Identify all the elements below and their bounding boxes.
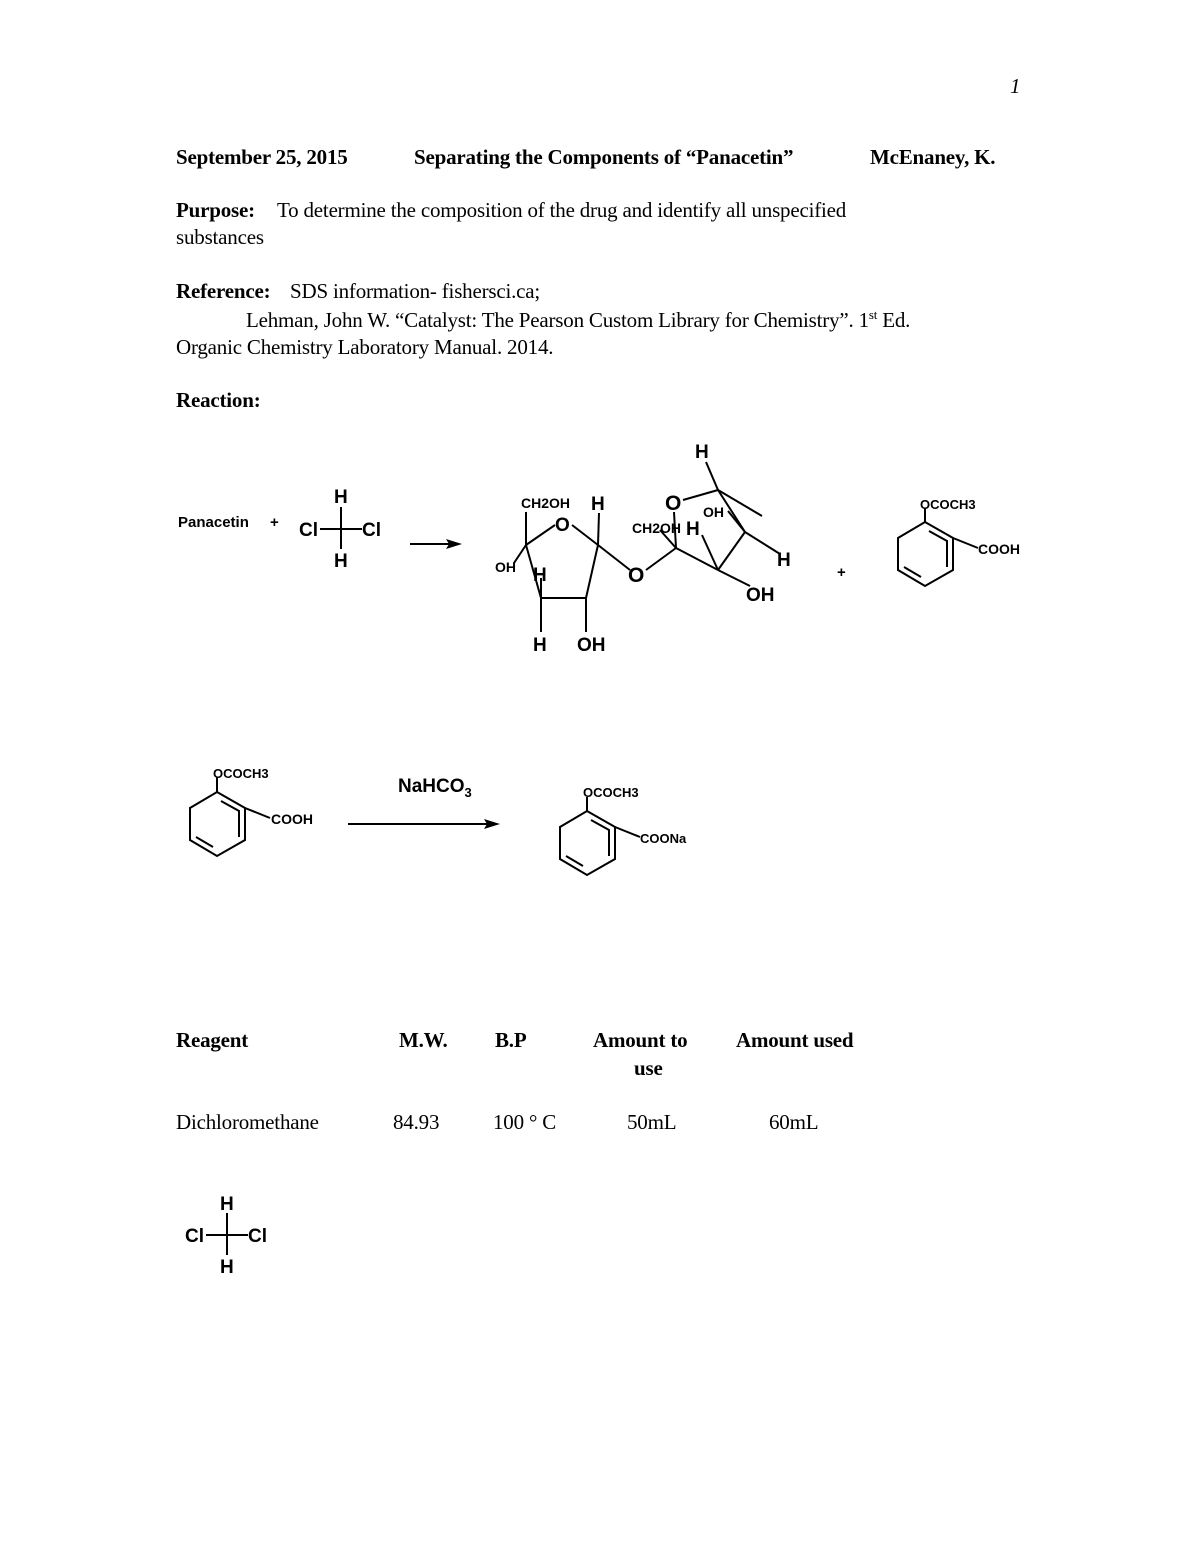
cell-amount-used: 60mL <box>769 1110 819 1134</box>
ococh3-label-2: OCOCH3 <box>213 766 269 781</box>
col-header-reagent: Reagent <box>176 1028 249 1052</box>
col-header-bp: B.P <box>495 1028 527 1052</box>
plus-sign-1: + <box>270 514 279 531</box>
cell-amount-to-use: 50mL <box>627 1110 677 1134</box>
reaction-label: Reaction: <box>176 388 261 412</box>
col-header-amount-to-use-cont: use <box>634 1056 663 1080</box>
ococh3-label-1: OCOCH3 <box>920 497 976 512</box>
plus-sign-2: + <box>837 564 846 581</box>
dcm2-h-bottom: H <box>220 1257 234 1278</box>
col-header-amount-used: Amount used <box>736 1028 854 1052</box>
nahco3-reagent: NaHCO$_3$ <box>398 776 472 800</box>
ch2oh-label-2: CH2OH <box>632 520 682 536</box>
dcm-h-bottom: H <box>334 551 348 572</box>
cell-reagent: Dichloromethane <box>176 1110 319 1134</box>
col-header-mw: M.W. <box>399 1028 448 1052</box>
oh-label-1: OH <box>495 559 516 575</box>
h-label-6: H <box>777 550 791 571</box>
oh-label-3: OH <box>703 504 724 520</box>
reference-line2-sup: st <box>868 307 878 322</box>
ring-o-2: O <box>665 492 682 515</box>
oh-label-4: OH <box>746 585 775 606</box>
h-label-5: H <box>686 519 700 540</box>
h-label-1: H <box>591 494 605 515</box>
dcm-cl-left: Cl <box>299 520 318 541</box>
dcm2-cl-left: Cl <box>185 1226 204 1247</box>
ococh3-label-3: OCOCH3 <box>583 785 639 800</box>
dcm2-h-top: H <box>220 1194 234 1215</box>
reference-line3: Organic Chemistry Laboratory Manual. 2014. <box>176 335 554 359</box>
dcm-h-top: H <box>334 487 348 508</box>
purpose-text-cont: substances <box>176 225 264 249</box>
reference-line1: SDS information- fishersci.ca; <box>290 279 541 303</box>
cooh-label-2: COOH <box>271 811 313 827</box>
cell-mw: 84.93 <box>393 1110 440 1134</box>
panacetin-label: Panacetin <box>178 514 249 531</box>
page-number: 1 <box>1010 74 1021 98</box>
header-author: McEnaney, K. <box>870 145 996 169</box>
oh-label-2: OH <box>577 635 606 656</box>
glycosidic-o: O <box>628 564 645 587</box>
h-label-2: H <box>533 565 547 586</box>
cooh-label-1: COOH <box>978 541 1020 557</box>
reference-line2-end: Ed. <box>877 308 911 332</box>
purpose-text: To determine the composition of the drug and identify all unspecified <box>277 198 847 222</box>
reference-line2-main: Lehman, John W. “Catalyst: The Pearson Custom Library for Chemistry”. 1 <box>246 308 869 332</box>
header-title: Separating the Components of “Panacetin” <box>414 145 794 169</box>
purpose-label: Purpose: <box>176 198 255 222</box>
h-label-4: H <box>695 442 709 463</box>
dcm-cl-right: Cl <box>362 520 381 541</box>
ch2oh-label-1: CH2OH <box>521 495 571 511</box>
h-label-3: H <box>533 635 547 656</box>
coona-label: COONa <box>640 831 687 846</box>
cell-bp: 100 ° C <box>493 1110 557 1134</box>
dcm2-cl-right: Cl <box>248 1226 267 1247</box>
col-header-amount-to-use: Amount to <box>593 1028 688 1052</box>
header-date: September 25, 2015 <box>176 145 348 169</box>
ring-o-1: O <box>555 515 570 536</box>
reference-label: Reference: <box>176 279 271 303</box>
